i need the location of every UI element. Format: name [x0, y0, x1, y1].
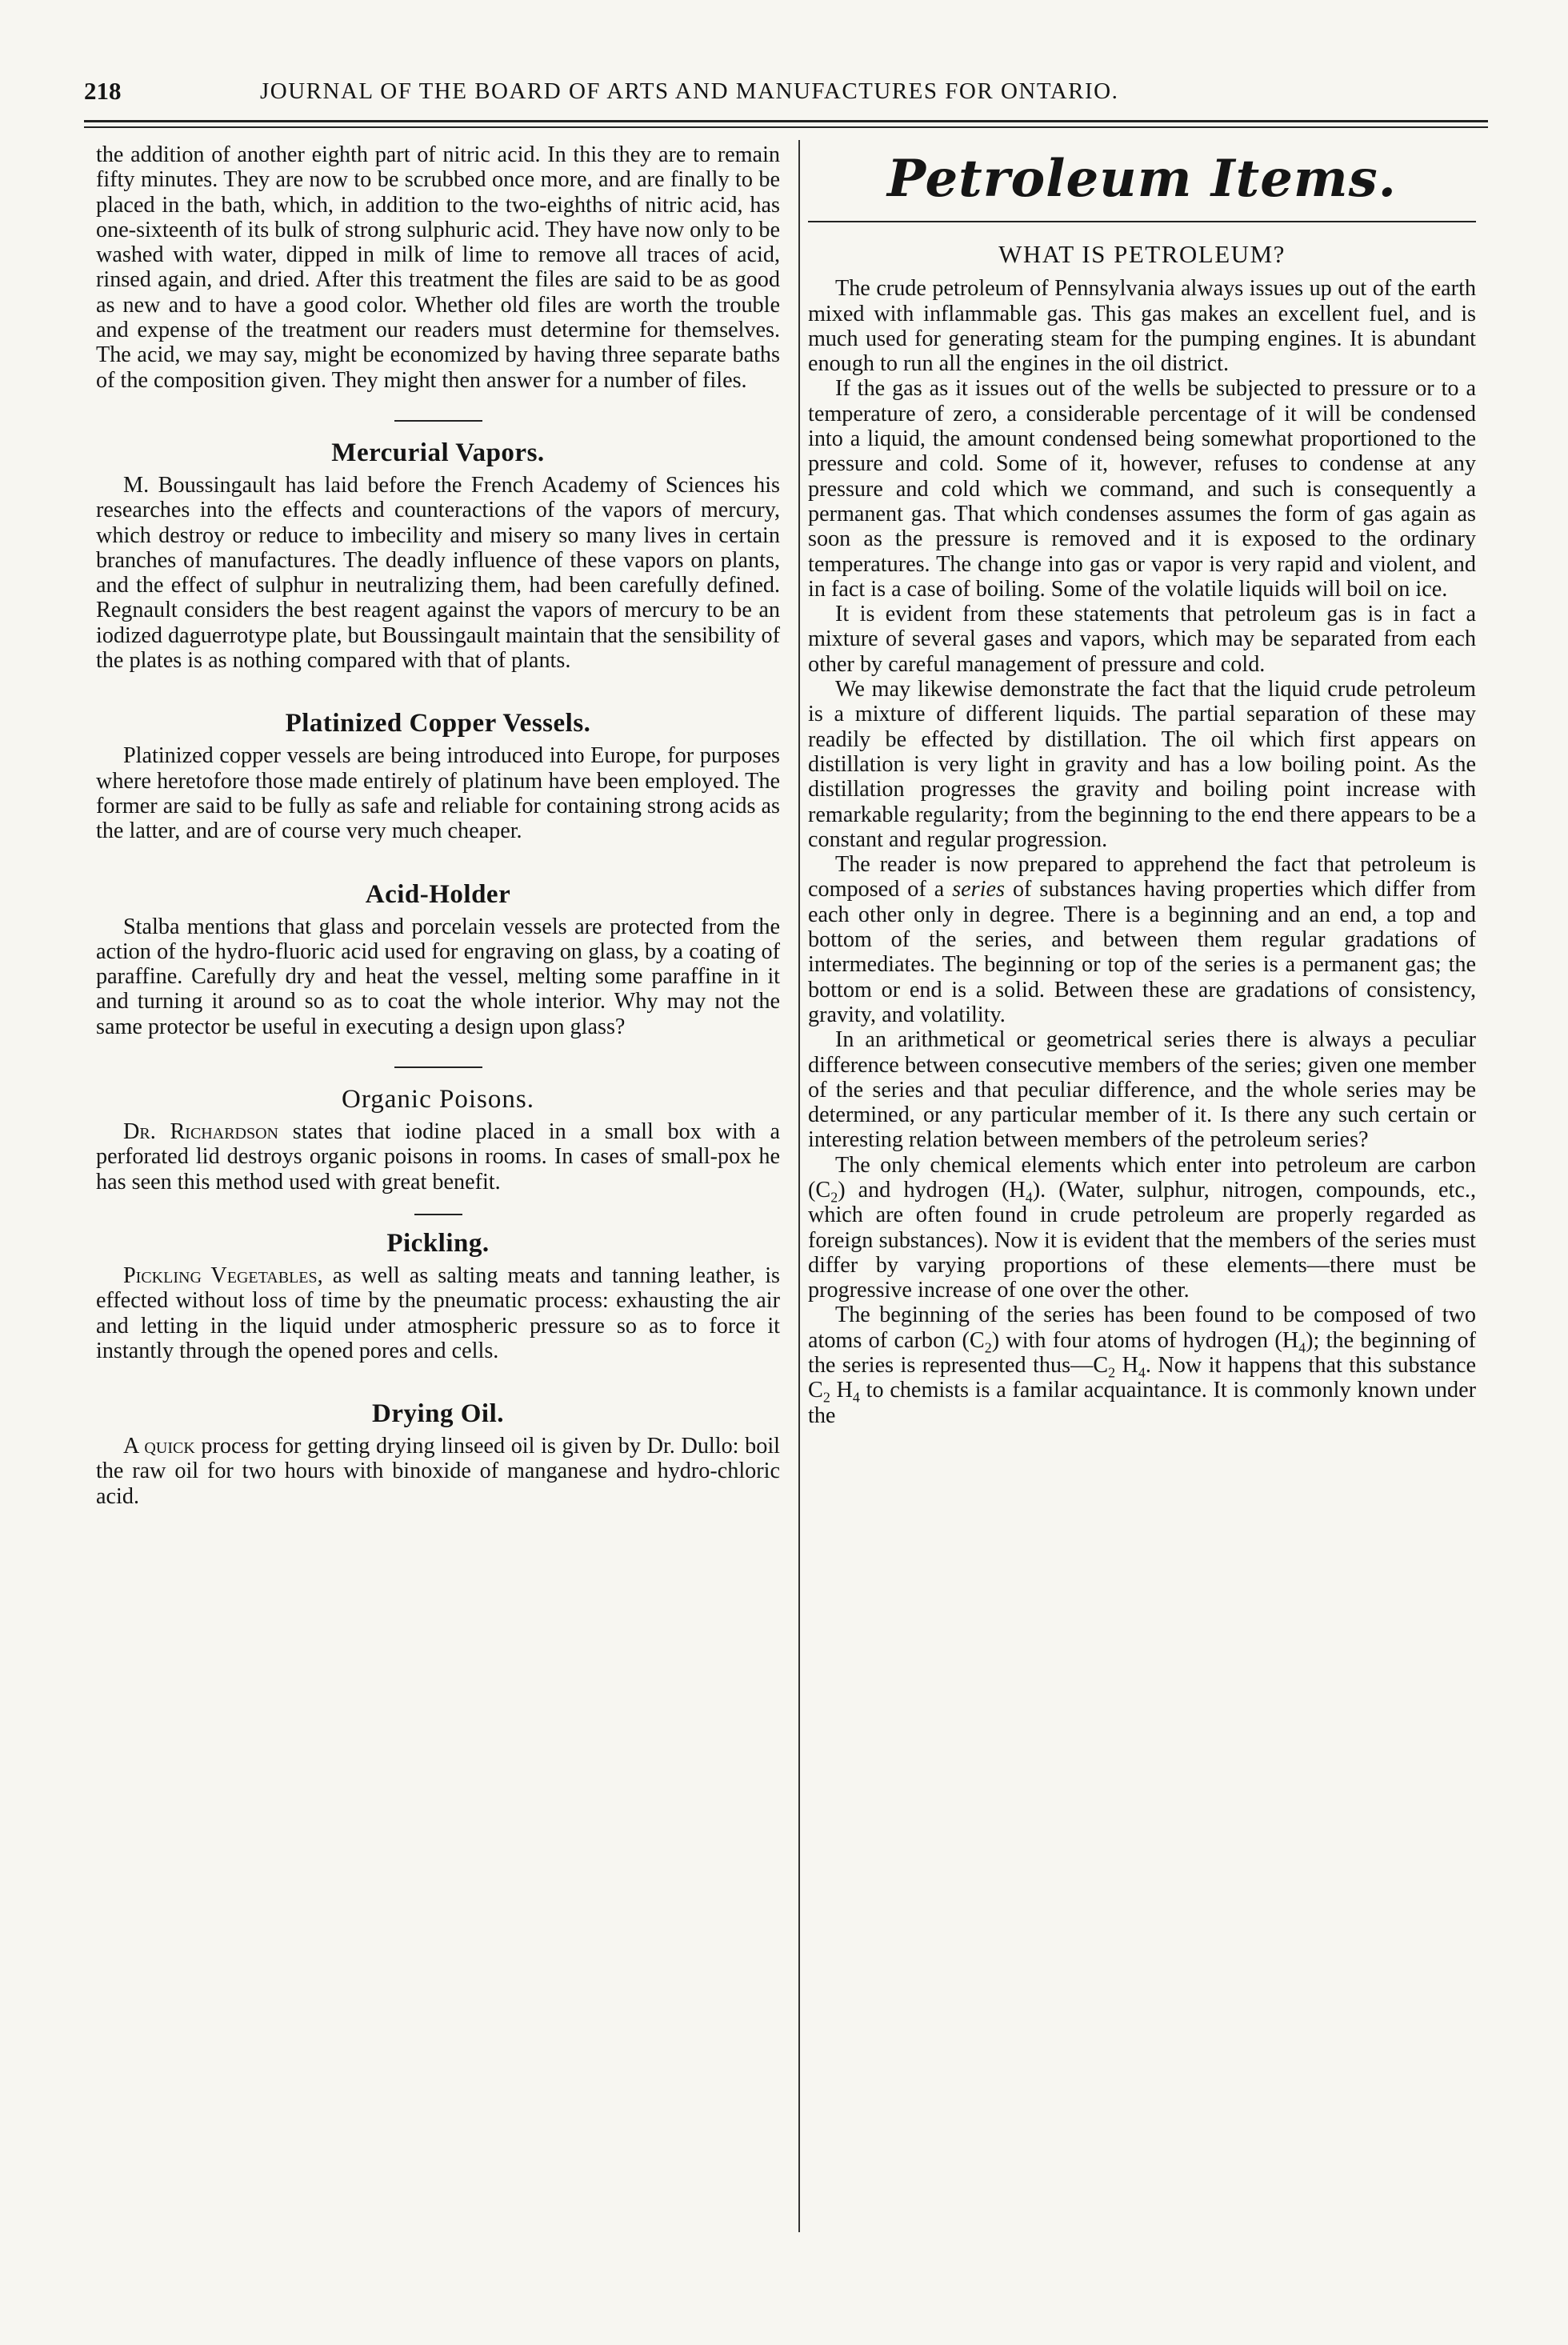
- article-body-acid-holder: Stalba mentions that glass and porcelain vessels are protected from the action of the hydro-fluoric acid used for engraving on glass, by a coating of paraffine. Carefully dry and heat the vessel, melting some paraffine in it and turning it around so as to coat the whole interior. Why may not the same protector be useful in executing a design upon glass?: [96, 914, 780, 1039]
- article-title-organic: Organic Poisons.: [342, 1085, 534, 1114]
- right-column: [808, 142, 1476, 1428]
- article-title-mercurial: Mercurial Vapors.: [331, 438, 545, 467]
- left-column: [96, 142, 780, 1509]
- page-header: [84, 77, 1484, 109]
- article-title-acid-holder: Acid-Holder: [365, 879, 511, 909]
- section-separator: [394, 420, 482, 422]
- section-title: Petroleum Items.: [887, 149, 1397, 209]
- article-body-platinized: Platinized copper vessels are being introduced into Europe, for purposes where heretofore those made entirely of platinum have been employed. The former are said to be fully as safe and reliable for containing strong acids as the latter, and are of course very much cheaper.: [96, 743, 780, 844]
- header-rule: [84, 120, 1488, 122]
- section-title-rule: [808, 221, 1476, 222]
- paragraph-5: The reader is now prepared to apprehend the fact that petroleum is composed of a series of substances having properties which differ from each other only in degree. There is a beginning and an end, a top and bottom of the series, and between them regular gradations of intermediates. The beginning or top of the series is a permanent gas; the bottom or end is a solid. Between these are gradations of consistency, gravity, and volatility.: [808, 852, 1476, 1027]
- paragraph-3: It is evident from these statements that petroleum gas is in fact a mixture of several gases and vapors, which may be separated from each other by careful management of pressure and cold.: [808, 602, 1476, 677]
- paragraph-1: The crude petroleum of Pennsylvania always issues up out of the earth mixed with inflammable gas. This gas makes an excellent fuel, and is much used for generating steam for the pumping engines. It is abundant enough to run all the engines in the oil district.: [808, 276, 1476, 377]
- page-number: 218: [84, 77, 122, 105]
- section-separator: [394, 1066, 482, 1068]
- emphasis: series: [952, 877, 1005, 902]
- article-body-mercurial: M. Boussingault has laid before the French Academy of Sciences his researches into the effects and counteractions of the vapors of mercury, which destroy or reduce to imbecility and misery so many lives in certain branches of manufactures. The deadly influence of these vapors on plants, and the effect of sulphur in neutralizing them, had been carefully defined. Regnault considers the best reagent against the vapors of mercury to be an iodized daguerrotype plate, but Boussingault maintain that the sensibility of the plates is as nothing compared with that of plants.: [96, 472, 780, 674]
- article-title-pickling: Pickling.: [386, 1228, 490, 1258]
- paragraph-6: In an arithmetical or geometrical series there is always a peculiar difference between consecutive members of the series; given one member of the series and that peculiar difference, and the whole series may be determined, or any particular member of it. Is there any such certain or interesting relation between members of the petroleum series?: [808, 1027, 1476, 1153]
- running-title: JOURNAL OF THE BOARD OF ARTS AND MANUFACTURES FOR ONTARIO.: [260, 78, 1119, 104]
- paragraph-8: The beginning of the series has been found to be composed of two atoms of carbon $(C_2)$ with four atoms of hydrogen $(H_4)$; the beginning of the series is represented $thus—C_2$ $H_4$. Now it happens that this substance $C_2$ $H_4$ to chemists is a familar acquaintance. It is commonly known under the: [808, 1303, 1477, 1428]
- column-divider: [798, 140, 800, 2232]
- article-body-organic: Dr. Richardson states that iodine placed in a small box with a perforated lid destroys organic poisons in rooms. In cases of small-pox he has seen this method used with great benefit.: [96, 1119, 780, 1195]
- paragraph-4: We may likewise demonstrate the fact that the liquid crude petroleum is a mixture of different liquids. The partial separation of these may readily be effected by distillation. The oil which first appears on distillation is very light in gravity and has a low boiling point. As the distillation progresses the gravity and boiling point increase with remarkable regularity; from the beginning to the end there appears to be a constant and regular progression.: [808, 677, 1476, 852]
- article-body-drying: A quick process for getting drying linseed oil is given by Dr. Dullo: boil the raw oil for two hours with binoxide of manganese and hydro-chloric acid.: [96, 1434, 780, 1509]
- lead-in: Pickling Vegetables,: [123, 1263, 323, 1288]
- lead-in: Dr. Richardson: [123, 1119, 278, 1145]
- paragraph-7: The only chemical elements which enter into petroleum are carbon $(C_2)$ and hydrogen $(H_4)$. (Water, sulphur, nitrogen, compounds, etc., which are often found in crude petroleum are properly regarded as foreign substances). Now it is evident that the members of the series must differ by varying proportions of these elements—there must be progressive increase of one over the other.: [808, 1152, 1476, 1303]
- continued-paragraph: the addition of another eighth part of nitric acid. In this they are to remain fifty minutes. They are now to be scrubbed once more, and are finally to be placed in the bath, which, in addition to the two-eighths of nitric acid, has one-sixteenth of its bulk of strong sulphuric acid. They have now only to be washed with water, dipped in milk of lime to remove all traces of acid, rinsed again, and dried. After this treatment the files are said to be as good as new and to have a good color. Whether old files are worth the trouble and expense of the treatment our readers must determine for themselves. The acid, we may say, might be economized by having three separate baths of the composition given. They might then answer for a number of files.: [96, 142, 780, 393]
- article-body-pickling: Pickling Vegetables, as well as salting meats and tanning leather, is effected without loss of time by the pneumatic process: exhausting the air and letting in the liquid under atmospheric pressure so as to force it instantly through the opened pores and cells.: [96, 1263, 781, 1363]
- article-title-drying: Drying Oil.: [371, 1399, 504, 1429]
- article-subhead: WHAT IS PETROLEUM?: [998, 240, 1286, 268]
- paragraph-2: If the gas as it issues out of the wells be subjected to pressure or to a temperature of zero, a considerable percentage of it will be condensed into a liquid, the amount condensed being somewhat proportioned to the pressure and cold. Some of it, however, refuses to condense at any pressure and cold which we command, and such is consequently a permanent gas. That which condenses assumes the form of gas again as soon as the pressure is removed and it is exposed to the ordinary temperatures. The change into gas or vapor is very rapid and violent, and in fact is a case of boiling. Some of the volatile liquids will boil on ice.: [808, 376, 1476, 602]
- header-rule-double: [84, 126, 1488, 128]
- section-separator: [414, 1214, 462, 1215]
- article-title-platinized: Platinized Copper Vessels.: [285, 709, 591, 738]
- lead-in: A quick: [123, 1434, 195, 1459]
